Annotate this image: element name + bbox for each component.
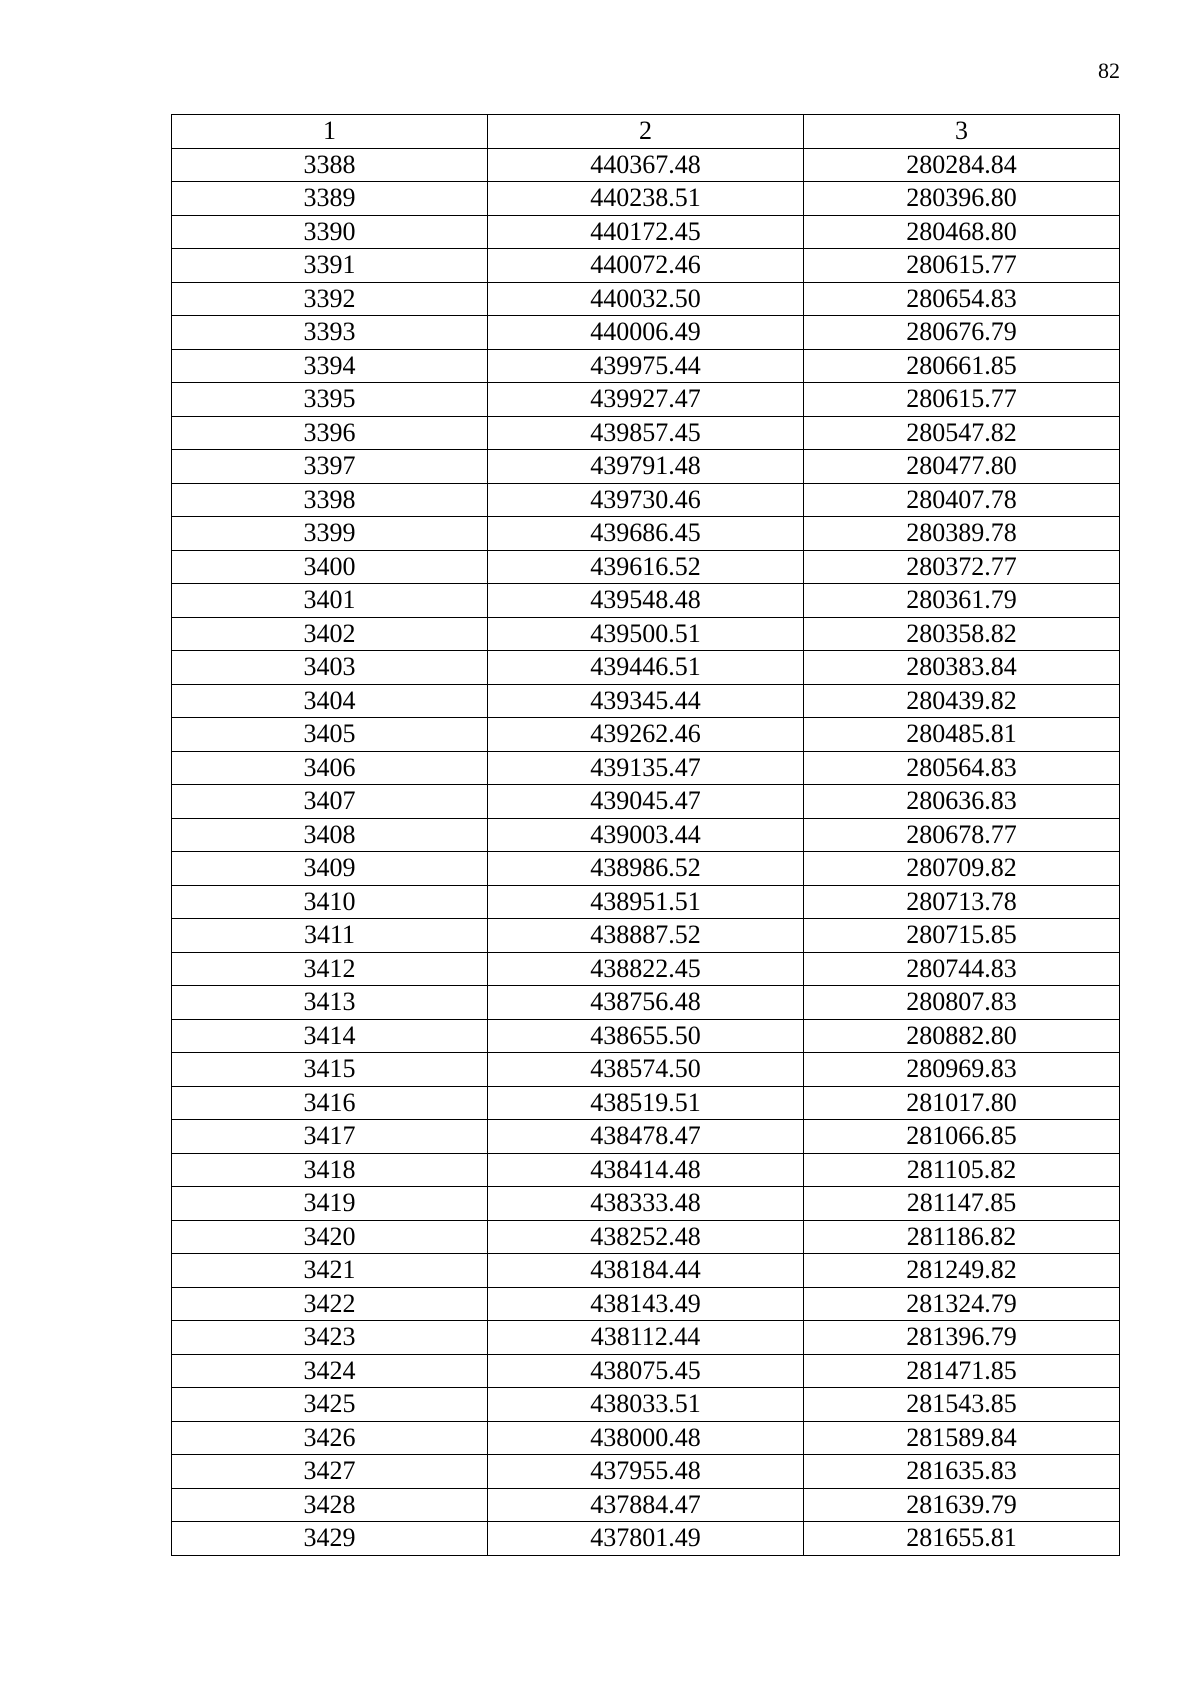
table-row: [172, 1321, 1120, 1355]
table-row: [172, 282, 1120, 316]
table-row: [172, 517, 1120, 551]
y-coordinate-cell: 280358.82: [804, 617, 1120, 651]
x-coordinate-cell: 437955.48: [488, 1455, 804, 1489]
y-coordinate-cell: 280468.80: [804, 215, 1120, 249]
y-coordinate-cell: 280439.82: [804, 684, 1120, 718]
table-row: [172, 1053, 1120, 1087]
x-coordinate-cell: 438000.48: [488, 1421, 804, 1455]
point-number-cell: 3402: [172, 617, 488, 651]
column-header-3: 3: [804, 115, 1120, 149]
x-coordinate-cell: 438033.51: [488, 1388, 804, 1422]
y-coordinate-cell: 281324.79: [804, 1287, 1120, 1321]
table-row: [172, 1522, 1120, 1556]
y-coordinate-cell: 280547.82: [804, 416, 1120, 450]
y-coordinate-cell: 280636.83: [804, 785, 1120, 819]
point-number-cell: 3399: [172, 517, 488, 551]
x-coordinate-cell: 438075.45: [488, 1354, 804, 1388]
table-row: [172, 986, 1120, 1020]
point-number-cell: 3417: [172, 1120, 488, 1154]
point-number-cell: 3421: [172, 1254, 488, 1288]
x-coordinate-cell: 438519.51: [488, 1086, 804, 1120]
table-row: [172, 1488, 1120, 1522]
y-coordinate-cell: 281396.79: [804, 1321, 1120, 1355]
y-coordinate-cell: 280969.83: [804, 1053, 1120, 1087]
y-coordinate-cell: 280713.78: [804, 885, 1120, 919]
x-coordinate-cell: 439686.45: [488, 517, 804, 551]
point-number-cell: 3389: [172, 182, 488, 216]
point-number-cell: 3398: [172, 483, 488, 517]
table-row: [172, 1388, 1120, 1422]
y-coordinate-cell: 280744.83: [804, 952, 1120, 986]
table-row: [172, 1187, 1120, 1221]
point-number-cell: 3416: [172, 1086, 488, 1120]
y-coordinate-cell: 280615.77: [804, 383, 1120, 417]
point-number-cell: 3390: [172, 215, 488, 249]
y-coordinate-cell: 281655.81: [804, 1522, 1120, 1556]
table-row: [172, 1354, 1120, 1388]
y-coordinate-cell: 280485.81: [804, 718, 1120, 752]
point-number-cell: 3424: [172, 1354, 488, 1388]
table-row: [172, 483, 1120, 517]
point-number-cell: 3411: [172, 919, 488, 953]
table-row: [172, 1287, 1120, 1321]
point-number-cell: 3426: [172, 1421, 488, 1455]
x-coordinate-cell: 439548.48: [488, 584, 804, 618]
x-coordinate-cell: 439003.44: [488, 818, 804, 852]
y-coordinate-cell: 281543.85: [804, 1388, 1120, 1422]
point-number-cell: 3407: [172, 785, 488, 819]
y-coordinate-cell: 281105.82: [804, 1153, 1120, 1187]
y-coordinate-cell: 280676.79: [804, 316, 1120, 350]
y-coordinate-cell: 280715.85: [804, 919, 1120, 953]
y-coordinate-cell: 280389.78: [804, 517, 1120, 551]
y-coordinate-cell: 281249.82: [804, 1254, 1120, 1288]
x-coordinate-cell: 439975.44: [488, 349, 804, 383]
table-row: [172, 617, 1120, 651]
table-row: [172, 584, 1120, 618]
table-row: [172, 1220, 1120, 1254]
y-coordinate-cell: 280372.77: [804, 550, 1120, 584]
table-row: [172, 1421, 1120, 1455]
page-number: 82: [1098, 58, 1120, 83]
table-row: [172, 416, 1120, 450]
x-coordinate-cell: 438822.45: [488, 952, 804, 986]
table-row: [172, 1153, 1120, 1187]
x-coordinate-cell: 438574.50: [488, 1053, 804, 1087]
table-row: [172, 818, 1120, 852]
x-coordinate-cell: 438414.48: [488, 1153, 804, 1187]
point-number-cell: 3415: [172, 1053, 488, 1087]
table-row: [172, 1455, 1120, 1489]
point-number-cell: 3400: [172, 550, 488, 584]
x-coordinate-cell: 438951.51: [488, 885, 804, 919]
table-row: [172, 1019, 1120, 1053]
point-number-cell: 3425: [172, 1388, 488, 1422]
y-coordinate-cell: 280807.83: [804, 986, 1120, 1020]
y-coordinate-cell: 280564.83: [804, 751, 1120, 785]
point-number-cell: 3393: [172, 316, 488, 350]
x-coordinate-cell: 437884.47: [488, 1488, 804, 1522]
table-row: [172, 718, 1120, 752]
table-row: [172, 651, 1120, 685]
table-row: [172, 852, 1120, 886]
point-number-cell: 3410: [172, 885, 488, 919]
table-row: [172, 684, 1120, 718]
point-number-cell: 3429: [172, 1522, 488, 1556]
y-coordinate-cell: 281186.82: [804, 1220, 1120, 1254]
x-coordinate-cell: 439730.46: [488, 483, 804, 517]
table-row: [172, 1086, 1120, 1120]
y-coordinate-cell: 280709.82: [804, 852, 1120, 886]
x-coordinate-cell: 438478.47: [488, 1120, 804, 1154]
y-coordinate-cell: 280615.77: [804, 249, 1120, 283]
table-row: [172, 182, 1120, 216]
point-number-cell: 3392: [172, 282, 488, 316]
point-number-cell: 3428: [172, 1488, 488, 1522]
table-row: [172, 383, 1120, 417]
point-number-cell: 3395: [172, 383, 488, 417]
y-coordinate-cell: 280383.84: [804, 651, 1120, 685]
column-header-1: 1: [172, 115, 488, 149]
y-coordinate-cell: 280361.79: [804, 584, 1120, 618]
point-number-cell: 3396: [172, 416, 488, 450]
header-row: [172, 115, 1120, 149]
y-coordinate-cell: 280407.78: [804, 483, 1120, 517]
table-row: [172, 751, 1120, 785]
point-number-cell: 3397: [172, 450, 488, 484]
x-coordinate-cell: 440006.49: [488, 316, 804, 350]
table-row: [172, 785, 1120, 819]
x-coordinate-cell: 440032.50: [488, 282, 804, 316]
point-number-cell: 3409: [172, 852, 488, 886]
point-number-cell: 3403: [172, 651, 488, 685]
point-number-cell: 3414: [172, 1019, 488, 1053]
coordinates-table: [171, 114, 1120, 1556]
y-coordinate-cell: 281589.84: [804, 1421, 1120, 1455]
x-coordinate-cell: 439135.47: [488, 751, 804, 785]
point-number-cell: 3427: [172, 1455, 488, 1489]
x-coordinate-cell: 439262.46: [488, 718, 804, 752]
x-coordinate-cell: 438655.50: [488, 1019, 804, 1053]
table-row: [172, 1120, 1120, 1154]
x-coordinate-cell: 440072.46: [488, 249, 804, 283]
x-coordinate-cell: 439616.52: [488, 550, 804, 584]
point-number-cell: 3423: [172, 1321, 488, 1355]
x-coordinate-cell: 440238.51: [488, 182, 804, 216]
point-number-cell: 3422: [172, 1287, 488, 1321]
table-row: [172, 919, 1120, 953]
column-header-2: 2: [488, 115, 804, 149]
x-coordinate-cell: 438887.52: [488, 919, 804, 953]
x-coordinate-cell: 439446.51: [488, 651, 804, 685]
x-coordinate-cell: 440367.48: [488, 148, 804, 182]
x-coordinate-cell: 439791.48: [488, 450, 804, 484]
x-coordinate-cell: 438756.48: [488, 986, 804, 1020]
y-coordinate-cell: 280477.80: [804, 450, 1120, 484]
table-row: [172, 148, 1120, 182]
table-row: [172, 550, 1120, 584]
point-number-cell: 3413: [172, 986, 488, 1020]
point-number-cell: 3405: [172, 718, 488, 752]
x-coordinate-cell: 438143.49: [488, 1287, 804, 1321]
y-coordinate-cell: 281066.85: [804, 1120, 1120, 1154]
table-row: [172, 215, 1120, 249]
table-row: [172, 885, 1120, 919]
x-coordinate-cell: 438112.44: [488, 1321, 804, 1355]
x-coordinate-cell: 438333.48: [488, 1187, 804, 1221]
point-number-cell: 3394: [172, 349, 488, 383]
y-coordinate-cell: 281639.79: [804, 1488, 1120, 1522]
y-coordinate-cell: 280284.84: [804, 148, 1120, 182]
x-coordinate-cell: 439857.45: [488, 416, 804, 450]
x-coordinate-cell: 440172.45: [488, 215, 804, 249]
x-coordinate-cell: 439927.47: [488, 383, 804, 417]
table-row: [172, 316, 1120, 350]
point-number-cell: 3420: [172, 1220, 488, 1254]
y-coordinate-cell: 280654.83: [804, 282, 1120, 316]
table-row: [172, 349, 1120, 383]
y-coordinate-cell: 281017.80: [804, 1086, 1120, 1120]
y-coordinate-cell: 281471.85: [804, 1354, 1120, 1388]
y-coordinate-cell: 280882.80: [804, 1019, 1120, 1053]
x-coordinate-cell: 439045.47: [488, 785, 804, 819]
point-number-cell: 3419: [172, 1187, 488, 1221]
x-coordinate-cell: 439345.44: [488, 684, 804, 718]
point-number-cell: 3408: [172, 818, 488, 852]
point-number-cell: 3404: [172, 684, 488, 718]
table-body: [172, 148, 1120, 1555]
x-coordinate-cell: 439500.51: [488, 617, 804, 651]
y-coordinate-cell: 281147.85: [804, 1187, 1120, 1221]
table-row: [172, 249, 1120, 283]
point-number-cell: 3412: [172, 952, 488, 986]
table-row: [172, 1254, 1120, 1288]
table-row: [172, 952, 1120, 986]
y-coordinate-cell: 281635.83: [804, 1455, 1120, 1489]
table-header: [172, 115, 1120, 149]
y-coordinate-cell: 280661.85: [804, 349, 1120, 383]
point-number-cell: 3401: [172, 584, 488, 618]
x-coordinate-cell: 438252.48: [488, 1220, 804, 1254]
x-coordinate-cell: 438184.44: [488, 1254, 804, 1288]
y-coordinate-cell: 280678.77: [804, 818, 1120, 852]
point-number-cell: 3391: [172, 249, 488, 283]
y-coordinate-cell: 280396.80: [804, 182, 1120, 216]
point-number-cell: 3406: [172, 751, 488, 785]
table-row: [172, 450, 1120, 484]
x-coordinate-cell: 437801.49: [488, 1522, 804, 1556]
point-number-cell: 3388: [172, 148, 488, 182]
x-coordinate-cell: 438986.52: [488, 852, 804, 886]
point-number-cell: 3418: [172, 1153, 488, 1187]
